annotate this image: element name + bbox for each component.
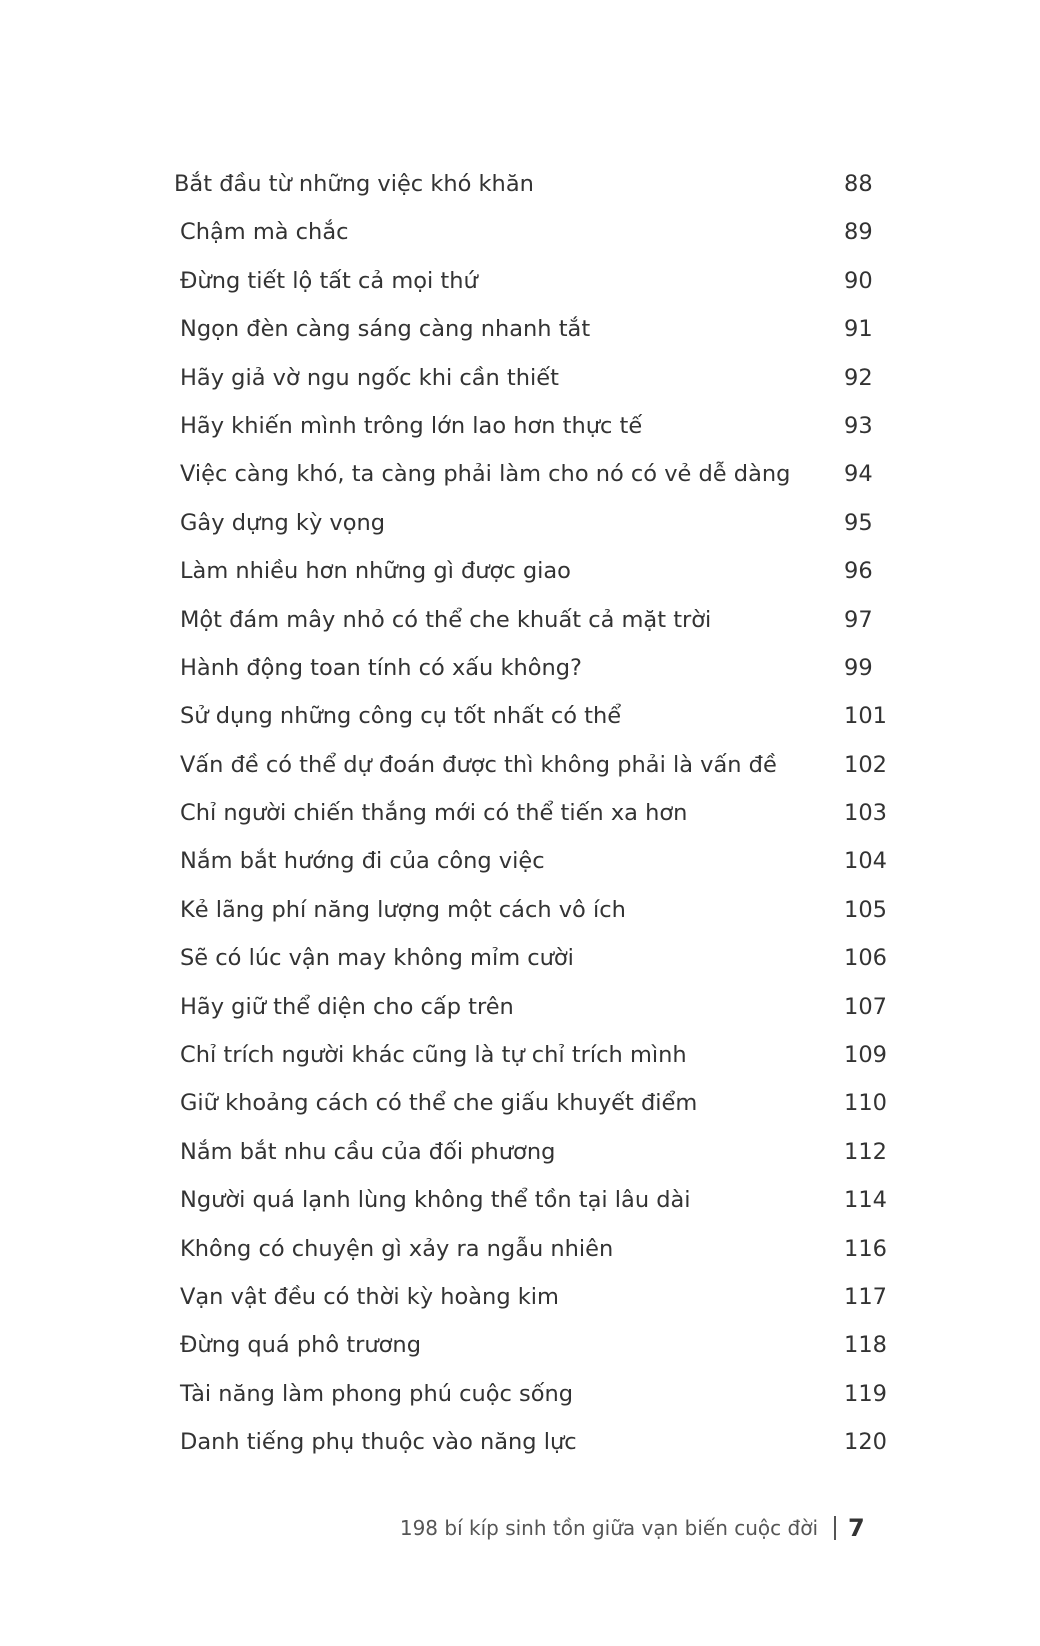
toc-entry	[0, 1321, 1040, 1369]
toc-entry-page: 112	[844, 1138, 887, 1165]
toc-entry	[0, 208, 1040, 256]
toc-entry-page: 93	[844, 412, 873, 439]
toc-entry-title: Gây dựng kỳ vọng	[180, 509, 386, 536]
toc-entry-page: 120	[844, 1429, 887, 1456]
toc-entry-title: Chỉ trích người khác cũng là tự chỉ trích mình	[180, 1042, 687, 1069]
toc-entry	[0, 160, 1040, 208]
toc-entry-title: Giữ khoảng cách có thể che giấu khuyết điểm	[180, 1090, 698, 1117]
toc-entry-page: 104	[844, 848, 887, 875]
toc-entry-page: 95	[844, 509, 873, 536]
toc-entry	[0, 354, 1040, 402]
toc-entry-title: Sử dụng những công cụ tốt nhất có thể	[180, 703, 622, 730]
toc-entry-page: 96	[844, 558, 873, 585]
toc-entry	[0, 596, 1040, 644]
toc-entry-title: Bắt đầu từ những việc khó khăn	[174, 171, 534, 197]
toc-entry-page: 114	[844, 1187, 887, 1214]
toc-entry-title: Đừng quá phô trương	[180, 1332, 421, 1359]
toc-entry-page: 92	[844, 364, 873, 391]
toc-entry-page: 109	[844, 1042, 887, 1069]
toc-entry-title: Việc càng khó, ta càng phải làm cho nó có vẻ dễ dàng	[180, 461, 791, 488]
toc-entry-page: 94	[844, 461, 873, 488]
toc-entry-title: Làm nhiều hơn những gì được giao	[180, 558, 571, 585]
toc-entry	[0, 1031, 1040, 1079]
toc-entry-page: 117	[844, 1283, 887, 1310]
toc-entry-page: 119	[844, 1380, 887, 1407]
toc-entry-title: Danh tiếng phụ thuộc vào năng lực	[180, 1429, 577, 1456]
toc-entry	[0, 741, 1040, 789]
toc-entry	[0, 837, 1040, 885]
toc-entry-page: 116	[844, 1235, 887, 1262]
toc-entry-page: 88	[844, 171, 873, 197]
toc-entry	[0, 983, 1040, 1031]
toc-entry-title: Hãy khiến mình trông lớn lao hơn thực tế	[180, 412, 643, 439]
page-number: 7	[848, 1514, 865, 1542]
footer-divider	[834, 1516, 836, 1540]
toc-entry-title: Đừng tiết lộ tất cả mọi thứ	[180, 267, 478, 294]
toc-entry-page: 118	[844, 1332, 887, 1359]
toc-entry	[0, 789, 1040, 837]
toc-entry-title: Vấn đề có thể dự đoán được thì không phải là vấn đề	[180, 751, 777, 778]
toc-entry-page: 102	[844, 751, 887, 778]
toc-entry-page: 99	[844, 654, 873, 681]
toc-entry-title: Nắm bắt nhu cầu của đối phương	[180, 1138, 556, 1165]
toc-entry-title: Tài năng làm phong phú cuộc sống	[180, 1380, 574, 1407]
toc-entry-title: Sẽ có lúc vận may không mỉm cười	[180, 945, 574, 972]
toc-entry-page: 107	[844, 993, 887, 1020]
toc-entry-page: 91	[844, 316, 873, 343]
toc-entry-title: Vạn vật đều có thời kỳ hoàng kim	[180, 1283, 559, 1310]
toc-entry-title: Kẻ lãng phí năng lượng một cách vô ích	[180, 896, 626, 923]
toc-entry-title: Chậm mà chắc	[180, 219, 349, 246]
toc-entry-page: 103	[844, 800, 887, 827]
toc-entry	[0, 1370, 1040, 1418]
toc-entry-page: 110	[844, 1090, 887, 1117]
toc-entry	[0, 1273, 1040, 1321]
toc-entry-title: Hành động toan tính có xấu không?	[180, 654, 583, 681]
running-book-title: 198 bí kíp sinh tồn giữa vạn biến cuộc đời	[399, 1516, 818, 1540]
toc-entry-page: 90	[844, 267, 873, 294]
toc-entry-title: Hãy giữ thể diện cho cấp trên	[180, 993, 514, 1020]
toc-entry	[0, 1418, 1040, 1466]
toc-entry-page: 106	[844, 945, 887, 972]
toc-entry	[0, 934, 1040, 982]
toc-entry	[0, 1079, 1040, 1127]
toc-entry	[0, 886, 1040, 934]
toc-entry	[0, 305, 1040, 353]
toc-entry	[0, 1128, 1040, 1176]
toc-entry	[0, 547, 1040, 595]
toc-entry-title: Một đám mây nhỏ có thể che khuất cả mặt trời	[180, 606, 712, 633]
page-footer	[0, 1510, 1040, 1546]
toc-entry	[0, 402, 1040, 450]
toc-entry-title: Không có chuyện gì xảy ra ngẫu nhiên	[180, 1235, 614, 1262]
table-of-contents	[0, 160, 1040, 1467]
toc-entry	[0, 257, 1040, 305]
toc-entry-page: 105	[844, 896, 887, 923]
toc-entry	[0, 644, 1040, 692]
toc-entry-title: Hãy giả vờ ngu ngốc khi cần thiết	[180, 364, 559, 391]
toc-entry-title: Chỉ người chiến thắng mới có thể tiến xa hơn	[180, 800, 688, 827]
toc-entry	[0, 499, 1040, 547]
toc-entry	[0, 1225, 1040, 1273]
toc-entry-page: 97	[844, 606, 873, 633]
toc-entry	[0, 1176, 1040, 1224]
toc-entry-title: Ngọn đèn càng sáng càng nhanh tắt	[180, 316, 591, 343]
toc-entry-page: 89	[844, 219, 873, 246]
toc-entry-page: 101	[844, 703, 887, 730]
toc-entry	[0, 692, 1040, 740]
toc-entry-title: Người quá lạnh lùng không thể tồn tại lâu dài	[180, 1187, 691, 1214]
toc-entry	[0, 450, 1040, 498]
toc-entry-title: Nắm bắt hướng đi của công việc	[180, 848, 545, 875]
